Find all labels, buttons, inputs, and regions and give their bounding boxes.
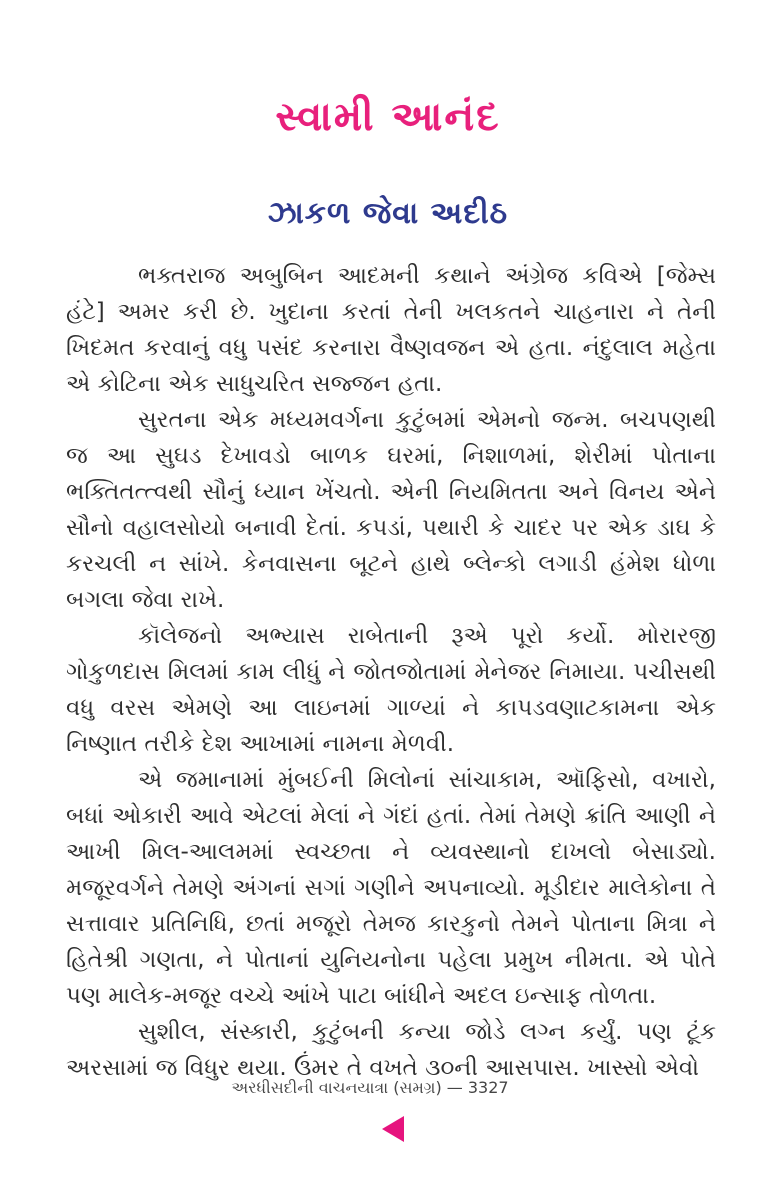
left-triangle-shape: [382, 1116, 404, 1142]
paragraph-2: સુરતના એક મધ્યમવર્ગના કુટુંબમાં એમનો જન્મ. બચપણથી જ આ સુઘડ દેખાવડો બાળક ઘરમાં, નિશાળમાં, શેરીમાં પોતાના ભક્તિતત્ત્વથી સૌનું ધ્યાન ખેંચતો. એની નિયમિતતા અને વિનય એને સૌનો વહાલસોયો બનાવી દેતાં. કપડાં, પથારી કે ચાદર પર એક ડાઘ કે કરચલી ન સાંખે. કેનવાસના બૂટને હાથે બ્લેન્કો લગાડી હંમેશ ધોળા બગલા જેવા રાખે.: [66, 407, 716, 613]
previous-page-button[interactable]: [381, 1115, 405, 1143]
paragraph-4: એ જમાનામાં મુંબઈની મિલોનાં સાંચાકામ, ઑફિસો, વખારો, બધાં ઓકારી આવે એટલાં મેલાં ને ગંદાં હતાં. તેમાં તેમણે ક્રાંતિ આણી ને આખી મિલ-આલમમાં સ્વચ્છતા ને વ્યવસ્થાનો દાખલો બેસાડ્યો. મજૂરવર્ગને તેમણે અંગનાં સગાં ગણીને અપનાવ્યો. મૂડીદાર માલેકોના તે સત્તાવાર પ્રતિનિધિ, છતાં મજૂરો તેમજ કારકુનો તેમને પોતાના મિત્રા ને હિતેશ્રી ગણતા, ને પોતાનાં યુનિયનોના પહેલા પ્રમુખ નીમતા. એ પોતે પણ માલેક-મજૂર વચ્ચે આંખે પાટા બાંધીને અદલ ઇન્સાફ તોળતા.: [66, 767, 716, 1009]
page-title: સ્વામી આનંદ: [275, 94, 501, 140]
footer-running-title: અરધીસદીની વાચનયાત્રા (સમગ્ર) — 3327: [231, 1078, 509, 1097]
paragraph-3: કૉલેજનો અભ્યાસ રાબેતાની રૂએ પૂરો કર્યો. મોરારજી ગોકુળદાસ મિલમાં કામ લીધું ને જોતજોતામાં મેનેજર નિમાયા. પચીસથી વધુ વરસ એમણે આ લાઇનમાં ગાળ્યાં ને કાપડવણાટકામના એક નિષ્ણાત તરીકે દેશ આખામાં નામના મેળવી.: [66, 623, 716, 757]
left-triangle-icon: [381, 1115, 405, 1143]
article-title: ઝાકળ જેવા અદીઠ: [267, 196, 509, 231]
paragraph-1: ભક્તરાજ અબુબિન આદમની કથાને અંગ્રેજ કવિએ [જેમ્સ હંટે] અમર કરી છે. ખુદાના કરતાં તેની ખલકતને ચાહનારા ને તેની ખિદમત કરવાનું વધુ પસંદ કરનારા વૈષ્ણવજન એ હતા. નંદુલાલ મહેતા એ કોટિના એક સાધુચરિત સજ્જન હતા.: [66, 263, 716, 397]
article-body: [66, 258, 716, 1086]
paragraph-5: સુશીલ, સંસ્કારી, કુટુંબની કન્યા જોડે લગ્ન કર્યું. પણ ટૂંક અરસામાં જ વિધુર થયા. ઉંમર તે વખતે ૩૦ની આસપાસ. ખાસ્સો એવો: [66, 1019, 716, 1081]
